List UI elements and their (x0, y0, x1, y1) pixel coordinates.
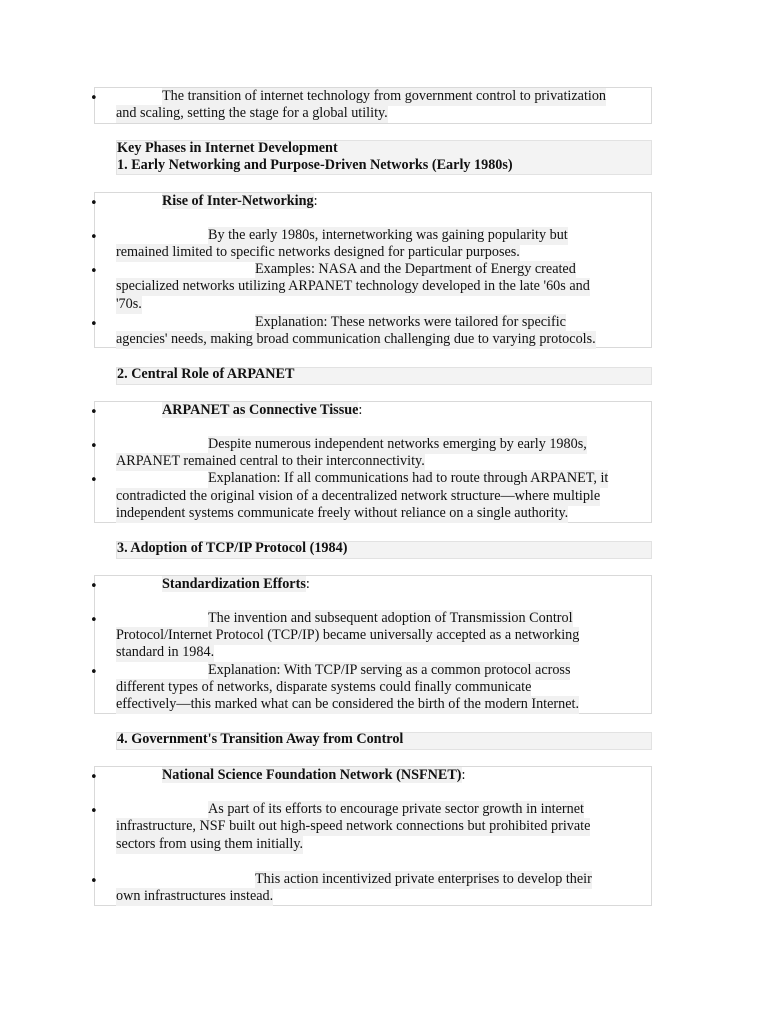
s1-topic: Rise of Inter-Networking: (162, 193, 318, 209)
s3-topic: Standardization Efforts: (162, 576, 310, 592)
bullet-marker: • (90, 91, 98, 106)
bullet-marker: • (90, 264, 98, 279)
s4-item-1-line-3: sectors from using them initially. (116, 836, 304, 852)
bullet-marker: • (90, 613, 98, 628)
s4-item-2-line-1: This action incentivized private enterprises to develop their (255, 871, 592, 887)
intro-line-1: The transition of internet technology from government control to privatization (162, 88, 607, 104)
s2-item-2-line-2: contradicted the original vision of a decentralized network structure—where multiple (116, 488, 601, 504)
s1-item-1-line-2: remained limited to specific networks designed for particular purposes. (116, 244, 520, 260)
bullet-marker: • (90, 317, 98, 332)
s2-item-2-line-3: independent systems communicate freely without reliance on a single authority. (116, 505, 569, 521)
s1-item-3-line-2: agencies' needs, making broad communication challenging due to varying protocols. (116, 331, 596, 347)
s1-item-2-line-3: '70s. (116, 296, 142, 312)
bullet-marker: • (90, 405, 98, 420)
bullet-marker: • (90, 439, 98, 454)
s3-item-1-line-3: standard in 1984. (116, 644, 215, 660)
s2-topic: ARPANET as Connective Tissue: (162, 402, 363, 418)
key-phases-title: Key Phases in Internet Development (117, 140, 338, 156)
s1-item-2-line-2: specialized networks utilizing ARPANET technology developed in the late '60s and (116, 278, 590, 294)
bullet-marker: • (90, 579, 98, 594)
s4-item-1-line-1: As part of its efforts to encourage private sector growth in internet (208, 801, 584, 817)
bullet-marker: • (90, 804, 98, 819)
bullet-marker: • (90, 874, 98, 889)
s2-item-1-line-1: Despite numerous independent networks emerging by early 1980s, (208, 436, 587, 452)
bullet-marker: • (90, 230, 98, 245)
section-4-heading: 4. Government's Transition Away from Control (117, 731, 404, 747)
bullet-marker: • (90, 196, 98, 211)
s1-item-2-line-1: Examples: NASA and the Department of Energy created (255, 261, 576, 277)
section-3-heading: 3. Adoption of TCP/IP Protocol (1984) (117, 540, 348, 556)
s3-item-2-line-3: effectively—this marked what can be considered the birth of the modern Internet. (116, 696, 580, 712)
bullet-marker: • (90, 770, 98, 785)
s2-item-1-line-2: ARPANET remained central to their interconnectivity. (116, 453, 425, 469)
bullet-marker: • (90, 665, 98, 680)
s1-item-3-line-1: Explanation: These networks were tailored for specific (255, 314, 566, 330)
intro-line-2: and scaling, setting the stage for a global utility. (116, 105, 388, 121)
s1-item-1-line-1: By the early 1980s, internetworking was gaining popularity but (208, 227, 568, 243)
s2-item-2-line-1: Explanation: If all communications had to route through ARPANET, it (208, 470, 609, 486)
s3-item-2-line-1: Explanation: With TCP/IP serving as a common protocol across (208, 662, 571, 678)
bullet-marker: • (90, 473, 98, 488)
section-2-heading: 2. Central Role of ARPANET (117, 366, 295, 382)
s3-item-1-line-1: The invention and subsequent adoption of Transmission Control (208, 610, 573, 626)
s4-topic: National Science Foundation Network (NSFNET): (162, 767, 466, 783)
s4-item-1-line-2: infrastructure, NSF built out high-speed network connections but prohibited private (116, 818, 591, 834)
s3-item-1-line-2: Protocol/Internet Protocol (TCP/IP) became universally accepted as a networking (116, 627, 580, 643)
s4-item-2-line-2: own infrastructures instead. (116, 888, 274, 904)
section-1-heading: 1. Early Networking and Purpose-Driven Networks (Early 1980s) (117, 157, 513, 173)
s3-item-2-line-2: different types of networks, disparate systems could finally communicate (116, 679, 532, 695)
